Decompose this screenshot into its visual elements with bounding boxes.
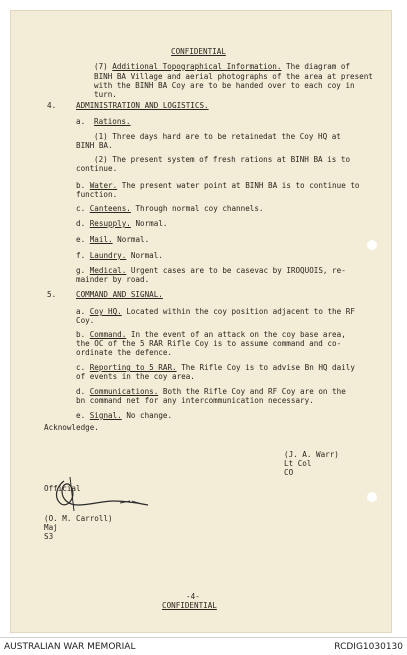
laundry-text: Normal. [130,251,163,260]
item7-line2: BINH BA Village and aerial photographs of the area at present [94,72,373,81]
command-text: In the event of an attack on the coy base area, [130,330,346,339]
rations-1-line2: BINH BA. [76,141,113,150]
coyhq-label: a. [76,307,86,316]
official-role: S3 [44,532,54,541]
canteens-line [76,204,263,213]
coyhq-text: Located within the coy position adjacent to the RF [126,307,355,316]
item7-line3: with the BINH BA Coy are to be handed over to each coy in [94,81,355,90]
punch-hole [367,240,377,250]
medical-label: g. [76,266,86,275]
command-label: b. [76,330,86,339]
reporting-line1 [76,363,355,372]
canteens-text: Through normal coy channels. [135,204,264,213]
acknowledge-text: Acknowledge. [44,423,99,432]
rations-2-line1: (2) The present system of fresh rations at BINH BA is to [94,155,351,164]
item7-text: The diagram of [286,62,351,71]
water-text: The present water point at BINH BA is to continue to [121,181,360,190]
mail-label: e. [76,235,86,244]
laundry-line [76,251,163,260]
signatory-rank: Lt Col [284,459,312,468]
item7-line4: turn. [94,90,117,99]
medical-line1 [76,266,346,275]
archive-reference: RCDIG1030130 [334,642,403,652]
command-line2: the OC of the 5 RAR Rifle Coy is to assume command and co- [76,339,342,348]
signal-label: e. [76,411,86,420]
rations-2-line2: continue. [76,164,118,173]
reporting-title: Reporting to 5 RAR. [89,363,177,372]
communications-line1 [76,387,346,396]
signal-text: No change. [126,411,173,420]
mail-title: Mail. [89,235,113,244]
signatory-name: (J. A. Warr) [284,450,339,459]
canteens-title: Canteens. [89,204,131,213]
communications-text: Both the Rifle Coy and RF Coy are on the [162,387,346,396]
canteens-label: c. [76,204,86,213]
signal-line [76,411,172,420]
handwritten-signature [50,475,160,515]
rations-label: a. [76,117,86,126]
official-label: Official [44,484,81,493]
reporting-line2: of events in the coy area. [76,372,195,381]
communications-line2: bn command net for any intercommunication necessary. [76,396,314,405]
item7-number: (7) [94,62,108,71]
resupply-line [76,219,167,228]
command-title: Command. [89,330,127,339]
signal-title: Signal. [89,411,122,420]
command-line1 [76,330,346,339]
confidential-footer: CONFIDENTIAL [162,601,217,610]
section5-number: 5. [47,290,57,299]
section4-title: ADMINISTRATION AND LOGISTICS. [76,101,209,110]
coyhq-title: Coy HQ. [89,307,122,316]
resupply-title: Resupply. [89,219,131,228]
medical-text: Urgent cases are to be casevac by IROQUOIS, re- [130,266,346,275]
water-label: b. [76,181,86,190]
page-number: -4- [186,592,200,601]
resupply-text: Normal. [135,219,168,228]
water-title: Water. [89,181,118,190]
coyhq-line2: Coy. [76,316,95,325]
mail-text: Normal. [117,235,150,244]
coyhq-line1 [76,307,355,316]
laundry-label: f. [76,251,86,260]
punch-hole [367,492,377,502]
archive-name: AUSTRALIAN WAR MEMORIAL [4,642,136,652]
command-line3: ordinate the defence. [76,348,173,357]
water-line2: function. [76,190,118,199]
archive-footer [0,637,407,655]
signatory-role: CO [284,468,294,477]
rations-1-line1: (1) Three days hard are to be retainedat the Coy HQ at [94,132,341,141]
item7-line1 [94,62,350,71]
communications-title: Communications. [89,387,159,396]
communications-label: d. [76,387,86,396]
medical-title: Medical. [89,266,127,275]
confidential-header: CONFIDENTIAL [171,47,226,56]
reporting-text: The Rifle Coy is to advise Bn HQ daily [181,363,355,372]
mail-line [76,235,149,244]
laundry-title: Laundry. [89,251,127,260]
resupply-label: d. [76,219,86,228]
item7-title: Additional Topographical Information. [112,62,282,71]
official-rank: Maj [44,523,58,532]
reporting-label: c. [76,363,86,372]
rations-title: Rations. [94,117,131,126]
medical-line2: mainder by road. [76,275,150,284]
official-name: (O. M. Carroll) [44,514,113,523]
water-line1 [76,181,360,190]
section5-title: COMMAND AND SIGNAL. [76,290,163,299]
section4-number: 4. [47,101,57,110]
